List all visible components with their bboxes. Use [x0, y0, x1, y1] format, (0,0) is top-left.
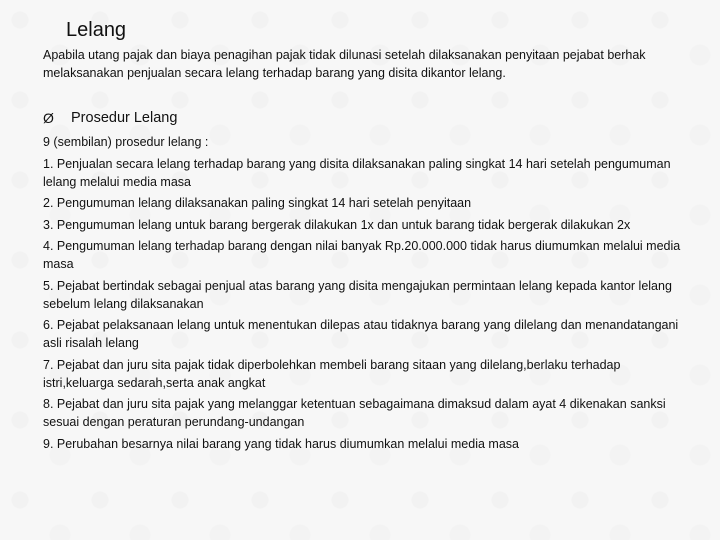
- list-item: 1. Penjualan secara lelang terhadap barang yang disita dilaksanakan paling singkat 14 hari setelah pengumuman lelang melalui media masa: [43, 156, 671, 189]
- list-item: 7. Pejabat dan juru sita pajak tidak diperbolehkan membeli barang sitaan yang dilelang,berlaku terhadap istri,keluarga sedarah,serta anak angkat: [43, 357, 621, 390]
- list-item: 8. Pejabat dan juru sita pajak yang melanggar ketentuan sebagaimana dimaksud dalam ayat 4 dikenakan sanksi sesuai dengan peraturan perundang-undangan: [43, 397, 666, 429]
- slide-title: Lelang: [66, 19, 127, 41]
- list-item: 9 (sembilan) prosedur lelang :: [43, 135, 209, 149]
- list-item: 3. Pengumuman lelang untuk barang bergerak dilakukan 1x dan untuk barang tidak bergerak dilakukan 2x: [43, 217, 631, 232]
- section-heading: [43, 108, 177, 128]
- procedure-list: [43, 133, 693, 456]
- list-item: 9. Perubahan besarnya nilai barang yang tidak harus diumumkan melalui media masa: [43, 436, 519, 451]
- list-item: 5. Pejabat bertindak sebagai penjual atas barang yang disita mengajukan permintaan lelang kepada kantor lelang sebelum lelang dilaksanakan: [43, 278, 672, 311]
- list-item: 6. Pejabat pelaksanaan lelang untuk menentukan dilepas atau tidaknya barang yang dilelang dan menandatangani asli risalah lelang: [43, 318, 679, 350]
- list-item: 4. Pengumuman lelang terhadap barang dengan nilai banyak Rp.20.000.000 tidak harus diumumkan melalui media masa: [43, 239, 681, 271]
- list-item: 2. Pengumuman lelang dilaksanakan paling singkat 14 hari setelah penyitaan: [43, 196, 472, 210]
- arrow-bullet-icon: Ø: [43, 110, 54, 126]
- section-heading-text: Prosedur Lelang: [71, 110, 178, 126]
- intro-paragraph: Apabila utang pajak dan biaya penagihan pajak tidak dilunasi setelah dilaksanakan penyitaan pejabat berhak melaksanakan penjualan secara lelang terhadap barang yang disita dikantor lelang.: [43, 48, 646, 80]
